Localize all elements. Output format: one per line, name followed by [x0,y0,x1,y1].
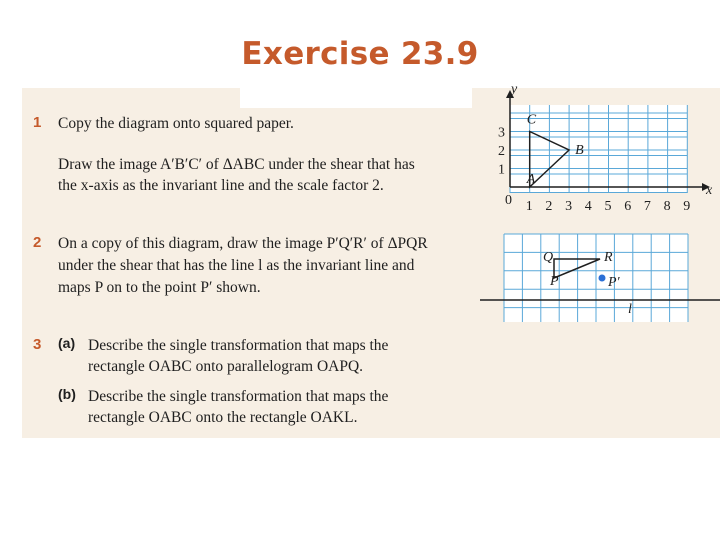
y-tick-label: 2 [498,144,505,159]
question-2-line-2: under the shear that has the line l as the invariant line and [58,257,415,274]
question-3b-line-1: Describe the single transformation that maps the [88,388,389,405]
x-tick-label: 9 [683,199,691,214]
x-tick-label: 6 [624,199,632,214]
question-2-line-3: maps P on to the point P′ shown. [58,279,261,296]
x-tick-label: 8 [663,199,671,214]
label-p: P [550,274,559,289]
x-tick-label: 1 [525,199,533,214]
question-3a-label: (a) [58,335,76,351]
x-tick-label: 7 [643,199,651,214]
x-tick-label: 4 [584,199,592,214]
question-3-number: 3 [33,336,42,353]
question-3b-label: (b) [58,386,76,402]
question-1-line-3: the x-axis as the invariant line and the scale factor 2. [58,177,384,194]
x-tick-label: 5 [604,199,612,214]
question-3a-line-2: rectangle OABC onto parallelogram OAPQ. [88,358,364,375]
question-1-line-2: Draw the image A′B′C′ of ΔABC under the shear that has [58,156,415,173]
exercise-title: Exercise 23.9 [241,36,479,72]
question-2-number: 2 [33,234,42,251]
question-2-line-1: On a copy of this diagram, draw the image P′Q′R′ of ΔPQR [58,235,428,252]
point-label-a: A [526,172,536,187]
x-axis-label: x [706,183,713,198]
point-label-b: B [575,143,584,158]
label-p-image: P′ [608,275,620,290]
point-label-c: C [526,112,537,128]
x-tick-label: 3 [565,199,573,214]
question-3b-line-2: rectangle OABC onto the rectangle OAKL. [88,409,358,426]
y-axis-label: y [511,82,518,97]
label-q: Q [543,250,554,265]
diagram-1-shear [480,80,720,220]
question-3a-line-1: Describe the single transformation that maps the [88,337,389,354]
label-r: R [604,250,613,265]
diagram-2-shear [480,228,720,328]
p-image-dot [599,275,606,282]
label-line-l: l [628,302,632,317]
x-tick-label: 2 [545,199,553,214]
origin-label: 0 [505,193,512,208]
question-1-number: 1 [33,114,42,131]
question-1-line-1: Copy the diagram onto squared paper. [58,115,294,132]
page-cutout [240,88,472,108]
y-tick-label: 1 [498,162,505,178]
y-tick-label: 3 [498,125,505,141]
